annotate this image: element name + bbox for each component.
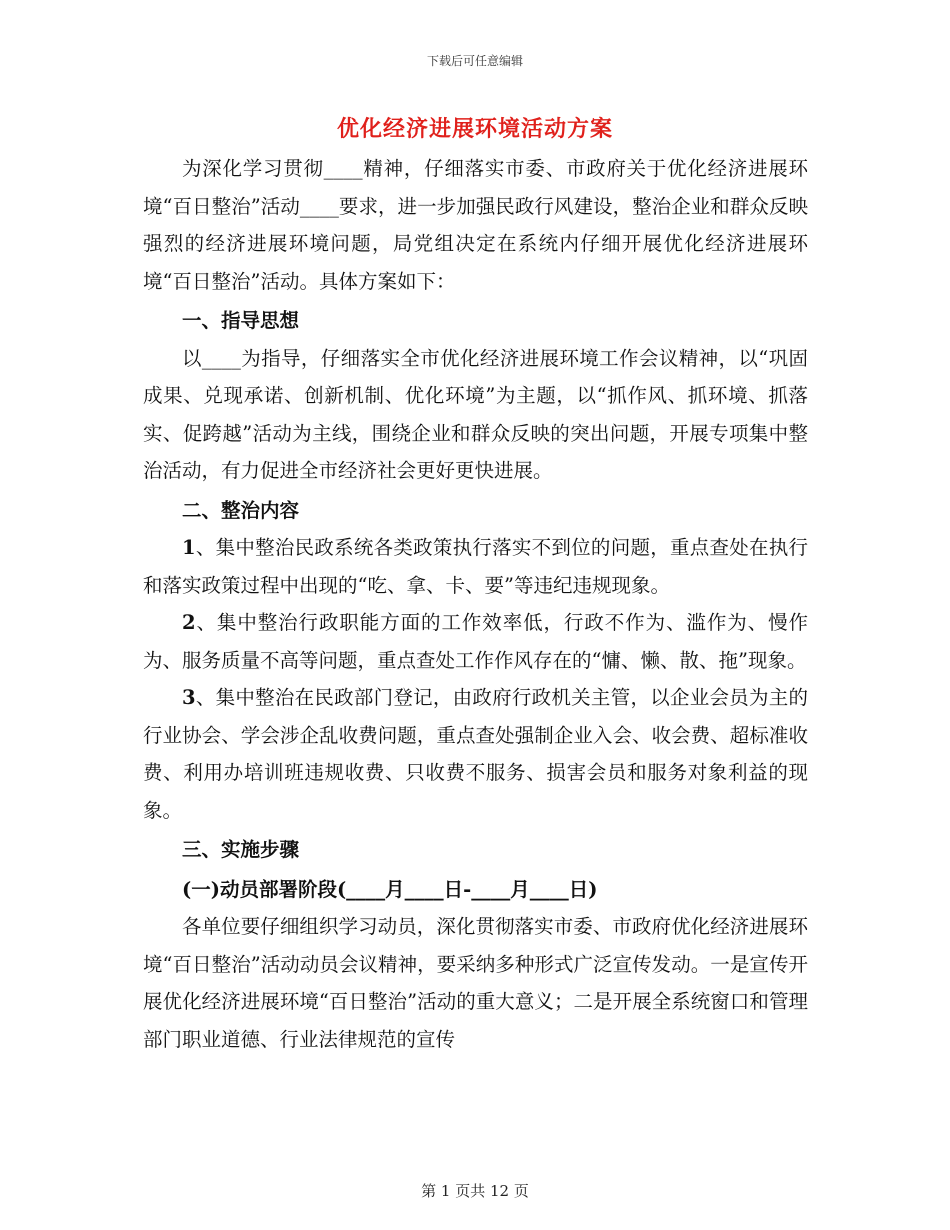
document-body xyxy=(143,150,808,1058)
section-3-paragraph: 各单位要仔细组织学习动员，深化贯彻落实市委、市政府优化经济进展环境“百日整治”活动动员会议精神，要采纳多种形式广泛宣传发动。一是宣传开展优化经济进展环境“百日整治”活动的重大意义；二是开展全系统窗口和管理部门职业道德、行业法律规范的宣传 xyxy=(143,915,808,1051)
page-footer: 第 1 页共 12 页 xyxy=(421,1182,529,1200)
content-item-2 xyxy=(143,604,808,679)
intro-paragraph: 为深化学习贯彻____精神，仔细落实市委、市政府关于优化经济进展环境“百日整治”活动____要求，进一步加强民政行风建设，整治企业和群众反映强烈的经济进展环境问题，局党组决定在系统内仔细开展优化经济进展环境“百日整治”活动。具体方案如下： xyxy=(143,157,808,293)
item-text: 、集中整治行政职能方面的工作效率低，行政不作为、滥作为、慢作为、服务质量不高等问题，重点查处工作作风存在的“慵、懒、散、拖”现象。 xyxy=(143,611,808,672)
document-title: 优化经济进展环境活动方案 xyxy=(336,116,613,142)
section-heading-2: 二、整治内容 xyxy=(182,498,300,522)
subsection-heading-1: (一)动员部署阶段(____月____日-____月____日) xyxy=(182,877,598,901)
section-heading-1: 一、指导思想 xyxy=(182,309,300,332)
content-item-1 xyxy=(143,529,808,604)
item-number: 1 xyxy=(182,536,196,559)
content-item-3 xyxy=(143,679,808,829)
page-header-note: 下载后可任意编辑 xyxy=(426,54,523,68)
item-number: 3 xyxy=(182,686,196,709)
item-text: 、集中整治民政系统各类政策执行落实不到位的问题，重点查处在执行和落实政策过程中出现的“吃、拿、卡、要”等违纪违规现象。 xyxy=(143,536,808,597)
item-number: 2 xyxy=(182,611,196,634)
item-text: 、集中整治在民政部门登记，由政府行政机关主管，以企业会员为主的行业协会、学会涉企乱收费问题，重点查处强制企业入会、收会费、超标准收费、利用办培训班违规收费、只收费不服务、损害会员和服务对象利益的现象。 xyxy=(143,686,808,822)
section-heading-3: 三、实施步骤 xyxy=(182,838,300,861)
section-1-paragraph: 以____为指导，仔细落实全市优化经济进展环境工作会议精神，以“巩固成果、兑现承诺、创新机制、优化环境”为主题，以“抓作风、抓环境、抓落实、促跨越”活动为主线，围绕企业和群众反映的突出问题，开展专项集中整治活动，有力促进全市经济社会更好更快进展。 xyxy=(143,346,808,482)
